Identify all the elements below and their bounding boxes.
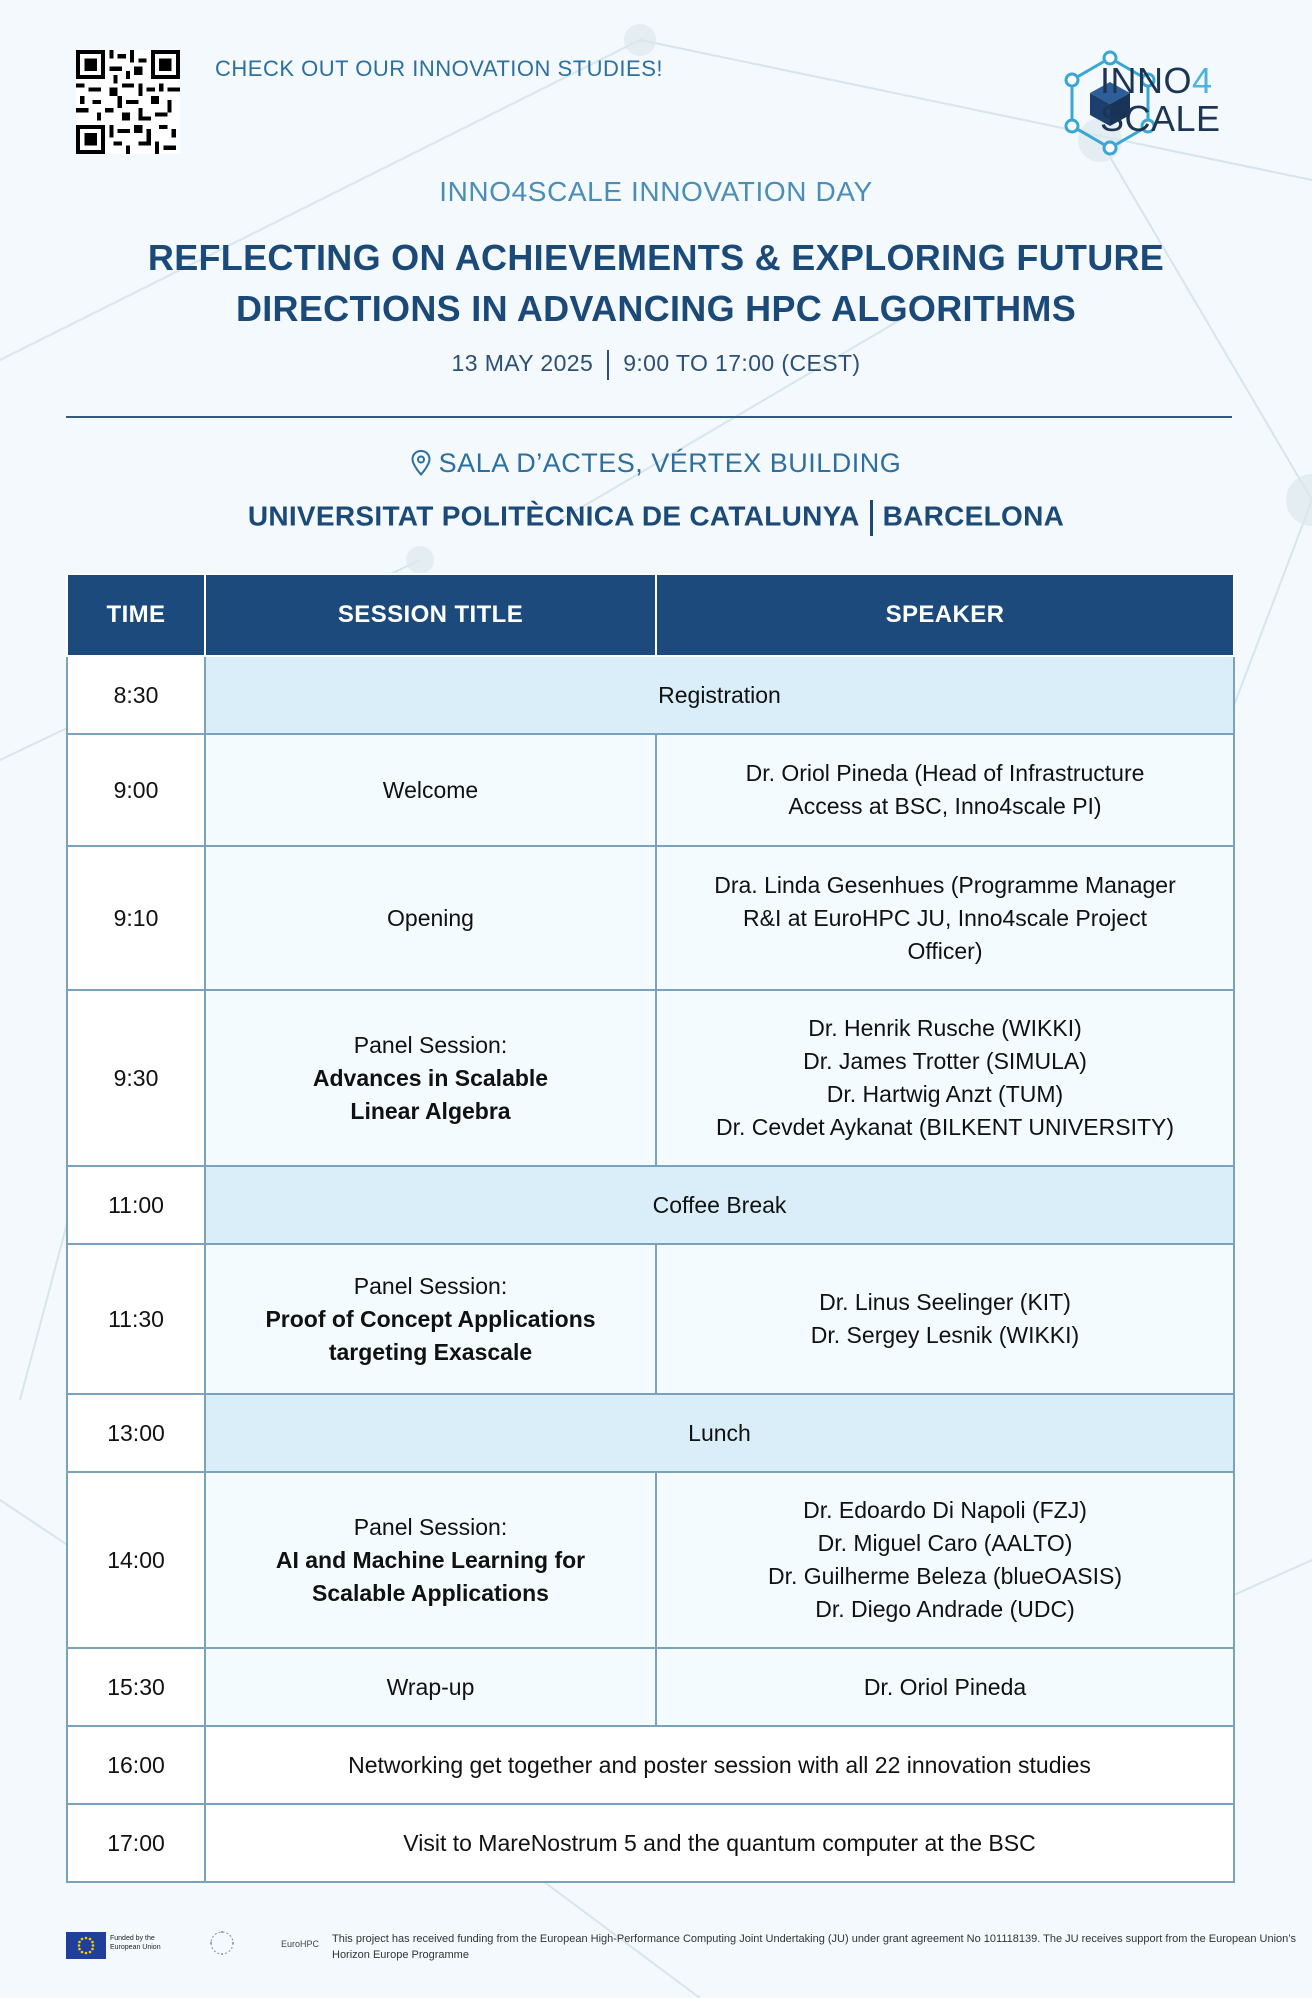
speaker-line: Dr. Hartwig Anzt (TUM)	[826, 1081, 1064, 1107]
speaker-cell	[656, 1472, 1234, 1648]
time-cell: 8:30	[67, 656, 205, 734]
speaker-cell	[656, 846, 1234, 990]
table-header-row	[67, 574, 1234, 656]
lunch-cell: Lunch	[205, 1394, 1234, 1472]
column-header-speaker: SPEAKER	[656, 574, 1234, 656]
qr-code[interactable]	[76, 50, 180, 154]
speaker-line: R&I at EuroHPC JU, Inno4scale Project	[743, 904, 1147, 931]
divider	[870, 500, 873, 536]
column-header-time: TIME	[67, 574, 205, 656]
table-row	[67, 1472, 1234, 1648]
speaker-line: Dr. Guilherme Beleza (blueOASIS)	[767, 1563, 1123, 1589]
session-prefix: Panel Session:	[353, 1272, 508, 1299]
session-title-line: Proof of Concept Applications	[265, 1305, 596, 1332]
session-prefix: Panel Session:	[353, 1031, 508, 1058]
coffee-break-cell: Coffee Break	[205, 1166, 1234, 1244]
time-cell: 9:10	[67, 846, 205, 990]
time-cell: 16:00	[67, 1726, 205, 1804]
time-cell: 9:00	[67, 734, 205, 846]
session-cell	[205, 1472, 656, 1648]
table-row	[67, 1648, 1234, 1726]
time-cell: 13:00	[67, 1394, 205, 1472]
speaker-cell	[656, 734, 1234, 846]
university-line	[0, 500, 1312, 536]
speaker-line: Dr. Henrik Rusche (WIKKI)	[808, 1015, 1082, 1041]
column-header-session: SESSION TITLE	[205, 574, 656, 656]
location-pin-icon	[411, 450, 431, 476]
time-cell: 14:00	[67, 1472, 205, 1648]
event-subtitle: INNO4SCALE INNOVATION DAY	[439, 176, 873, 207]
table-row	[67, 1804, 1234, 1882]
session-title-line: targeting Exascale	[328, 1338, 533, 1365]
eurohpc-label: EuroHPC	[281, 1939, 320, 1949]
funding-disclaimer: This project has received funding from the European High-Performance Computing Joint Undertaking (JU) under grant agreement No 101118139. The JU receives support from the European Union’s Horizon Europe Programme	[332, 1933, 1297, 1961]
time-cell: 15:30	[67, 1648, 205, 1726]
city-name: BARCELONA	[882, 500, 1065, 532]
speaker-cell: Dr. Oriol Pineda	[656, 1648, 1234, 1726]
speaker-line: Dr. Linus Seelinger (KIT)	[819, 1289, 1071, 1315]
agenda-table	[66, 573, 1235, 1883]
speaker-line: Dr. Cevdet Aykanat (BILKENT UNIVERSITY)	[715, 1114, 1175, 1140]
table-row	[67, 1244, 1234, 1394]
session-cell	[205, 990, 656, 1166]
eu-flag-icon	[66, 1932, 106, 1959]
speaker-line: Dr. Sergey Lesnik (WIKKI)	[810, 1322, 1080, 1348]
table-row	[67, 1166, 1234, 1244]
footer	[66, 1928, 1297, 1968]
session-title-line: Scalable Applications	[312, 1579, 549, 1606]
session-title-line: Linear Algebra	[350, 1097, 511, 1124]
table-row	[67, 656, 1234, 734]
eu-funding-label: Funded by the European Union	[110, 1935, 161, 1951]
speaker-line: Dr. Oriol Pineda (Head of Infrastructure	[745, 760, 1145, 786]
divider	[607, 350, 609, 380]
venue-name: SALA D’ACTES, VÉRTEX BUILDING	[438, 448, 902, 478]
title-line-1: REFLECTING ON ACHIEVEMENTS & EXPLORING FUTURE	[147, 237, 1165, 278]
session-cell	[205, 1244, 656, 1394]
marenostrum-visit-cell: Visit to MareNostrum 5 and the quantum computer at the BSC	[205, 1804, 1234, 1882]
session-prefix: Panel Session:	[353, 1513, 508, 1540]
event-title	[100, 232, 1212, 334]
speaker-cell	[656, 990, 1234, 1166]
table-row	[67, 990, 1234, 1166]
logo-four: 4	[1192, 60, 1213, 101]
logo-inno: INNO	[1100, 60, 1192, 101]
speaker-line: Officer)	[907, 937, 983, 964]
event-dateline	[0, 350, 1312, 380]
university-name: UNIVERSITAT POLITÈCNICA DE CATALUNYA	[247, 500, 860, 532]
speaker-line: Dr. James Trotter (SIMULA)	[803, 1048, 1087, 1074]
speaker-line: Access at BSC, Inno4scale PI)	[788, 793, 1102, 819]
speaker-line: Dr. Miguel Caro (AALTO)	[817, 1530, 1073, 1556]
innovation-studies-callout: CHECK OUT OUR INNOVATION STUDIES!	[215, 56, 663, 81]
registration-cell: Registration	[205, 656, 1234, 734]
logo-scale: SCALE	[1100, 98, 1221, 139]
session-cell: Opening	[205, 846, 656, 990]
speaker-line: Dra. Linda Gesenhues (Programme Manager	[714, 871, 1176, 898]
venue-line	[0, 448, 1312, 479]
speaker-line: Dr. Diego Andrade (UDC)	[815, 1596, 1075, 1622]
networking-cell: Networking get together and poster session with all 22 innovation studies	[205, 1726, 1234, 1804]
session-title-line: Advances in Scalable	[312, 1064, 549, 1091]
time-cell: 9:30	[67, 990, 205, 1166]
speaker-line: Dr. Edoardo Di Napoli (FZJ)	[803, 1497, 1087, 1523]
table-row	[67, 734, 1234, 846]
time-cell: 11:30	[67, 1244, 205, 1394]
time-cell: 17:00	[67, 1804, 205, 1882]
horizontal-rule	[66, 416, 1232, 418]
event-date: 13 MAY 2025	[451, 350, 594, 377]
table-row	[67, 846, 1234, 990]
logo-wordmark	[1100, 62, 1221, 138]
session-cell: Welcome	[205, 734, 656, 846]
time-cell: 11:00	[67, 1166, 205, 1244]
table-row	[67, 1726, 1234, 1804]
speaker-cell	[656, 1244, 1234, 1394]
eurohpc-logo	[202, 1928, 242, 1958]
session-title-line: AI and Machine Learning for	[275, 1546, 586, 1573]
table-row	[67, 1394, 1234, 1472]
event-hours: 9:00 TO 17:00 (CEST)	[623, 350, 861, 377]
session-cell: Wrap-up	[205, 1648, 656, 1726]
title-line-2: DIRECTIONS IN ADVANCING HPC ALGORITHMS	[235, 288, 1077, 329]
